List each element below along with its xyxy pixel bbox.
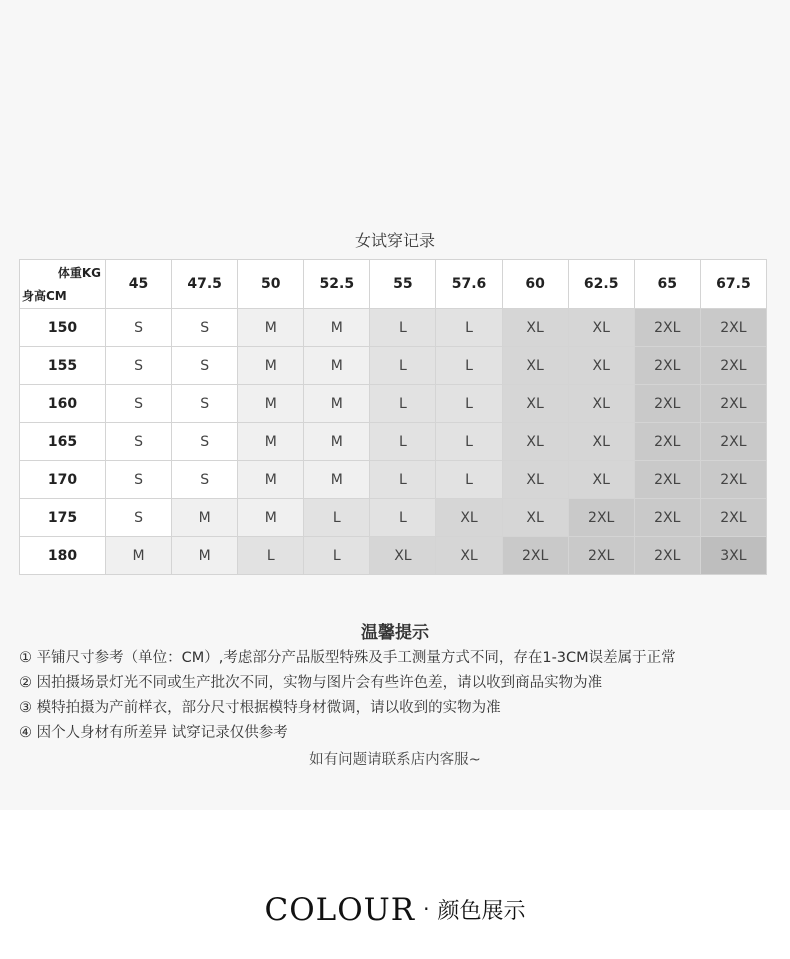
size-cell: XL (568, 385, 634, 423)
size-cell: S (106, 347, 172, 385)
size-cell: M (172, 499, 238, 537)
corner-header-cell (20, 260, 106, 309)
height-cell: 180 (20, 537, 106, 575)
size-cell: 2XL (502, 537, 568, 575)
size-cell: 2XL (700, 385, 766, 423)
weight-header-cell: 50 (238, 260, 304, 309)
size-cell: S (172, 423, 238, 461)
weight-header-cell: 65 (634, 260, 700, 309)
size-cell: 2XL (568, 537, 634, 575)
size-cell: XL (502, 461, 568, 499)
size-cell: S (172, 347, 238, 385)
size-cell: M (238, 385, 304, 423)
height-cell: 160 (20, 385, 106, 423)
size-cell: XL (568, 423, 634, 461)
size-cell: 2XL (634, 423, 700, 461)
size-cell: XL (502, 499, 568, 537)
table-row (20, 385, 767, 423)
size-cell: 2XL (700, 423, 766, 461)
table-row (20, 499, 767, 537)
size-cell: 2XL (634, 461, 700, 499)
tips-list (19, 646, 779, 746)
size-cell: S (172, 461, 238, 499)
size-cell: 2XL (634, 385, 700, 423)
table-row (20, 309, 767, 347)
size-cell: L (304, 537, 370, 575)
size-cell: XL (502, 347, 568, 385)
size-cell: XL (502, 309, 568, 347)
size-cell: XL (436, 499, 502, 537)
size-cell: L (436, 347, 502, 385)
weight-header-cell: 47.5 (172, 260, 238, 309)
height-cell: 155 (20, 347, 106, 385)
size-cell: XL (568, 347, 634, 385)
size-cell: M (238, 309, 304, 347)
table-row (20, 347, 767, 385)
tip-item: ③ 模特拍摄为产前样衣，部分尺寸根据模特身材微调，请以收到的实物为准 (19, 700, 501, 716)
height-cell: 170 (20, 461, 106, 499)
size-cell: 2XL (700, 499, 766, 537)
size-cell: L (436, 423, 502, 461)
tips-title: 温馨提示 (361, 623, 429, 643)
size-cell: 2XL (568, 499, 634, 537)
weight-header-cell: 60 (502, 260, 568, 309)
size-cell: L (436, 461, 502, 499)
size-cell: S (172, 309, 238, 347)
weight-header-cell: 62.5 (568, 260, 634, 309)
tip-item: ④ 因个人身材有所差异 试穿记录仅供参考 (19, 725, 288, 741)
size-cell: 2XL (634, 499, 700, 537)
size-cell: XL (568, 309, 634, 347)
size-cell: M (304, 385, 370, 423)
size-cell: L (436, 385, 502, 423)
size-cell: S (106, 423, 172, 461)
size-cell: 2XL (634, 347, 700, 385)
size-cell: L (436, 309, 502, 347)
weight-header-cell: 67.5 (700, 260, 766, 309)
size-cell: 2XL (700, 309, 766, 347)
size-table (19, 259, 767, 575)
size-table-body (20, 309, 767, 575)
size-cell: M (304, 347, 370, 385)
colour-heading-cn: 颜色展示 (437, 899, 526, 924)
heading-separator: · (423, 897, 430, 921)
size-cell: M (304, 423, 370, 461)
size-cell: 3XL (700, 537, 766, 575)
size-cell: L (304, 499, 370, 537)
size-cell: S (172, 385, 238, 423)
size-cell: 2XL (700, 347, 766, 385)
tip-item: ② 因拍摄场景灯光不同或生产批次不同，实物与图片会有些许色差，请以收到商品实物为准 (19, 675, 603, 691)
size-cell: M (172, 537, 238, 575)
weight-header-cell: 52.5 (304, 260, 370, 309)
size-cell: 2XL (700, 461, 766, 499)
size-cell: S (106, 499, 172, 537)
size-cell: M (238, 461, 304, 499)
size-cell: M (106, 537, 172, 575)
height-axis-label: 身高CM (22, 289, 67, 303)
size-cell: XL (502, 423, 568, 461)
colour-heading-en: COLOUR (264, 892, 416, 928)
size-cell: 2XL (634, 309, 700, 347)
table-row (20, 461, 767, 499)
height-cell: 165 (20, 423, 106, 461)
size-cell: M (304, 309, 370, 347)
size-cell: S (106, 309, 172, 347)
size-cell: 2XL (634, 537, 700, 575)
size-cell: L (370, 385, 436, 423)
height-cell: 150 (20, 309, 106, 347)
size-cell: M (238, 499, 304, 537)
size-cell: S (106, 461, 172, 499)
size-cell: XL (436, 537, 502, 575)
size-cell: M (238, 423, 304, 461)
table-title: 女试穿记录 (354, 231, 435, 250)
height-cell: 175 (20, 499, 106, 537)
contact-service-note: 如有问题请联系店内客服~ (309, 752, 481, 768)
weight-header-row (20, 260, 767, 309)
tip-item: ① 平铺尺寸参考（单位：CM）,考虑部分产品版型特殊及手工测量方式不同，存在1-3CM误差属于正常 (19, 650, 676, 666)
size-cell: M (304, 461, 370, 499)
size-cell: L (370, 309, 436, 347)
weight-axis-label: 体重KG (57, 266, 101, 280)
table-row (20, 537, 767, 575)
size-cell: L (238, 537, 304, 575)
size-cell: L (370, 347, 436, 385)
size-cell: XL (568, 461, 634, 499)
size-cell: L (370, 461, 436, 499)
table-row (20, 423, 767, 461)
weight-header-cell: 55 (370, 260, 436, 309)
weight-header-cell: 57.6 (436, 260, 502, 309)
size-cell: L (370, 499, 436, 537)
size-cell: XL (502, 385, 568, 423)
size-cell: S (106, 385, 172, 423)
colour-section-heading (0, 892, 790, 928)
weight-header-cell: 45 (106, 260, 172, 309)
size-cell: XL (370, 537, 436, 575)
size-cell: M (238, 347, 304, 385)
size-cell: L (370, 423, 436, 461)
